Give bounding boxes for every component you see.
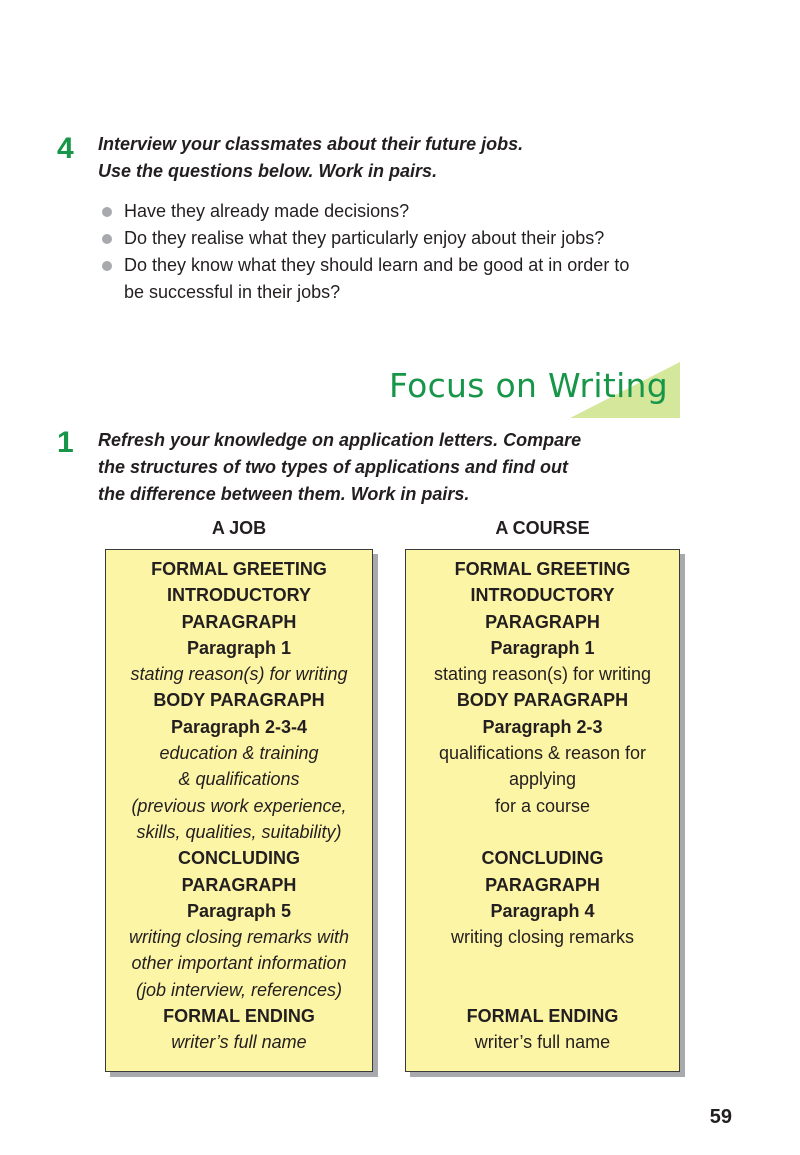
structure-line: writing closing remarks [450, 927, 635, 948]
structure-line: for a course [494, 795, 591, 816]
structure-line: CONCLUDING [178, 848, 300, 869]
list-item-text: Have they already made decisions? [124, 201, 410, 221]
structure-line: Paragraph 4 [490, 900, 595, 921]
course-structure-box [405, 549, 680, 1072]
structure-line: CONCLUDING [481, 848, 604, 869]
structure-line [406, 819, 679, 845]
instruction-line: the structures of two types of applications and find out [98, 457, 569, 477]
instruction-line: Interview your classmates about their future jobs. [98, 134, 524, 154]
structure-line: skills, qualities, suitability) [136, 821, 342, 842]
column-heading-job: A JOB [211, 518, 267, 538]
list-item-text: Do they know what they should learn and be good at in order to [124, 255, 630, 275]
list-item [100, 198, 700, 225]
structure-line: (job interview, references) [135, 979, 343, 1000]
structure-line: qualifications & reason for [438, 743, 647, 764]
question-list [100, 198, 700, 306]
column-heading-course: A COURSE [495, 518, 590, 538]
instruction-line: the difference between them. Work in pairs. [98, 484, 470, 504]
structure-line: FORMAL ENDING [466, 1006, 619, 1027]
structure-line: applying [508, 769, 577, 790]
structure-line: FORMAL GREETING [454, 559, 631, 579]
structure-line: FORMAL GREETING [151, 559, 327, 579]
structure-line [406, 950, 679, 976]
list-item-text: Do they realise what they particularly enjoy about their jobs? [124, 228, 605, 248]
structure-line: Paragraph 1 [490, 637, 595, 658]
job-structure-lines [106, 550, 372, 1056]
exercise-1-instruction [98, 427, 581, 508]
structure-line: Paragraph 2-3-4 [170, 716, 308, 737]
list-item [100, 252, 700, 306]
structure-line: FORMAL ENDING [163, 1006, 315, 1027]
structure-line: INTRODUCTORY [470, 585, 615, 606]
section-title: Focus on Writing [389, 366, 668, 405]
structure-line: writer’s full name [474, 1032, 611, 1053]
structure-line: education & training [159, 743, 319, 764]
structure-line: stating reason(s) for writing [130, 664, 348, 685]
structure-line [406, 977, 679, 1003]
structure-line: BODY PARAGRAPH [456, 690, 629, 711]
exercise-4-instruction [98, 131, 523, 185]
structure-line: PARAGRAPH [485, 874, 600, 895]
structure-line: writing closing remarks with [128, 927, 350, 948]
bullet-icon [102, 261, 112, 271]
job-structure-box [105, 549, 373, 1072]
structure-line: Paragraph 2-3 [482, 716, 603, 737]
course-structure-lines [406, 550, 679, 1056]
list-item [100, 225, 700, 252]
section-heading [380, 362, 680, 418]
page-number: 59 [709, 1106, 732, 1128]
exercise-4-number: 4 [57, 132, 74, 165]
structure-line: (previous work experience, [131, 795, 347, 816]
structure-line: other important information [131, 953, 347, 974]
structure-line: PARAGRAPH [181, 874, 297, 895]
structure-line: PARAGRAPH [181, 611, 297, 632]
structure-line: Paragraph 5 [186, 900, 292, 921]
bullet-icon [102, 234, 112, 244]
instruction-line: Use the questions below. Work in pairs. [98, 161, 438, 181]
exercise-1-number: 1 [57, 426, 74, 459]
structure-line: writer’s full name [171, 1032, 307, 1053]
structure-line: INTRODUCTORY [167, 585, 311, 606]
bullet-icon [102, 207, 112, 217]
structure-line: stating reason(s) for writing [433, 664, 652, 685]
structure-line: Paragraph 1 [186, 637, 292, 658]
structure-line: PARAGRAPH [485, 611, 600, 632]
list-item-text: be successful in their jobs? [124, 282, 341, 302]
instruction-line: Refresh your knowledge on application letters. Compare [98, 430, 582, 450]
structure-line: BODY PARAGRAPH [153, 690, 325, 711]
structure-line: & qualifications [178, 769, 300, 790]
